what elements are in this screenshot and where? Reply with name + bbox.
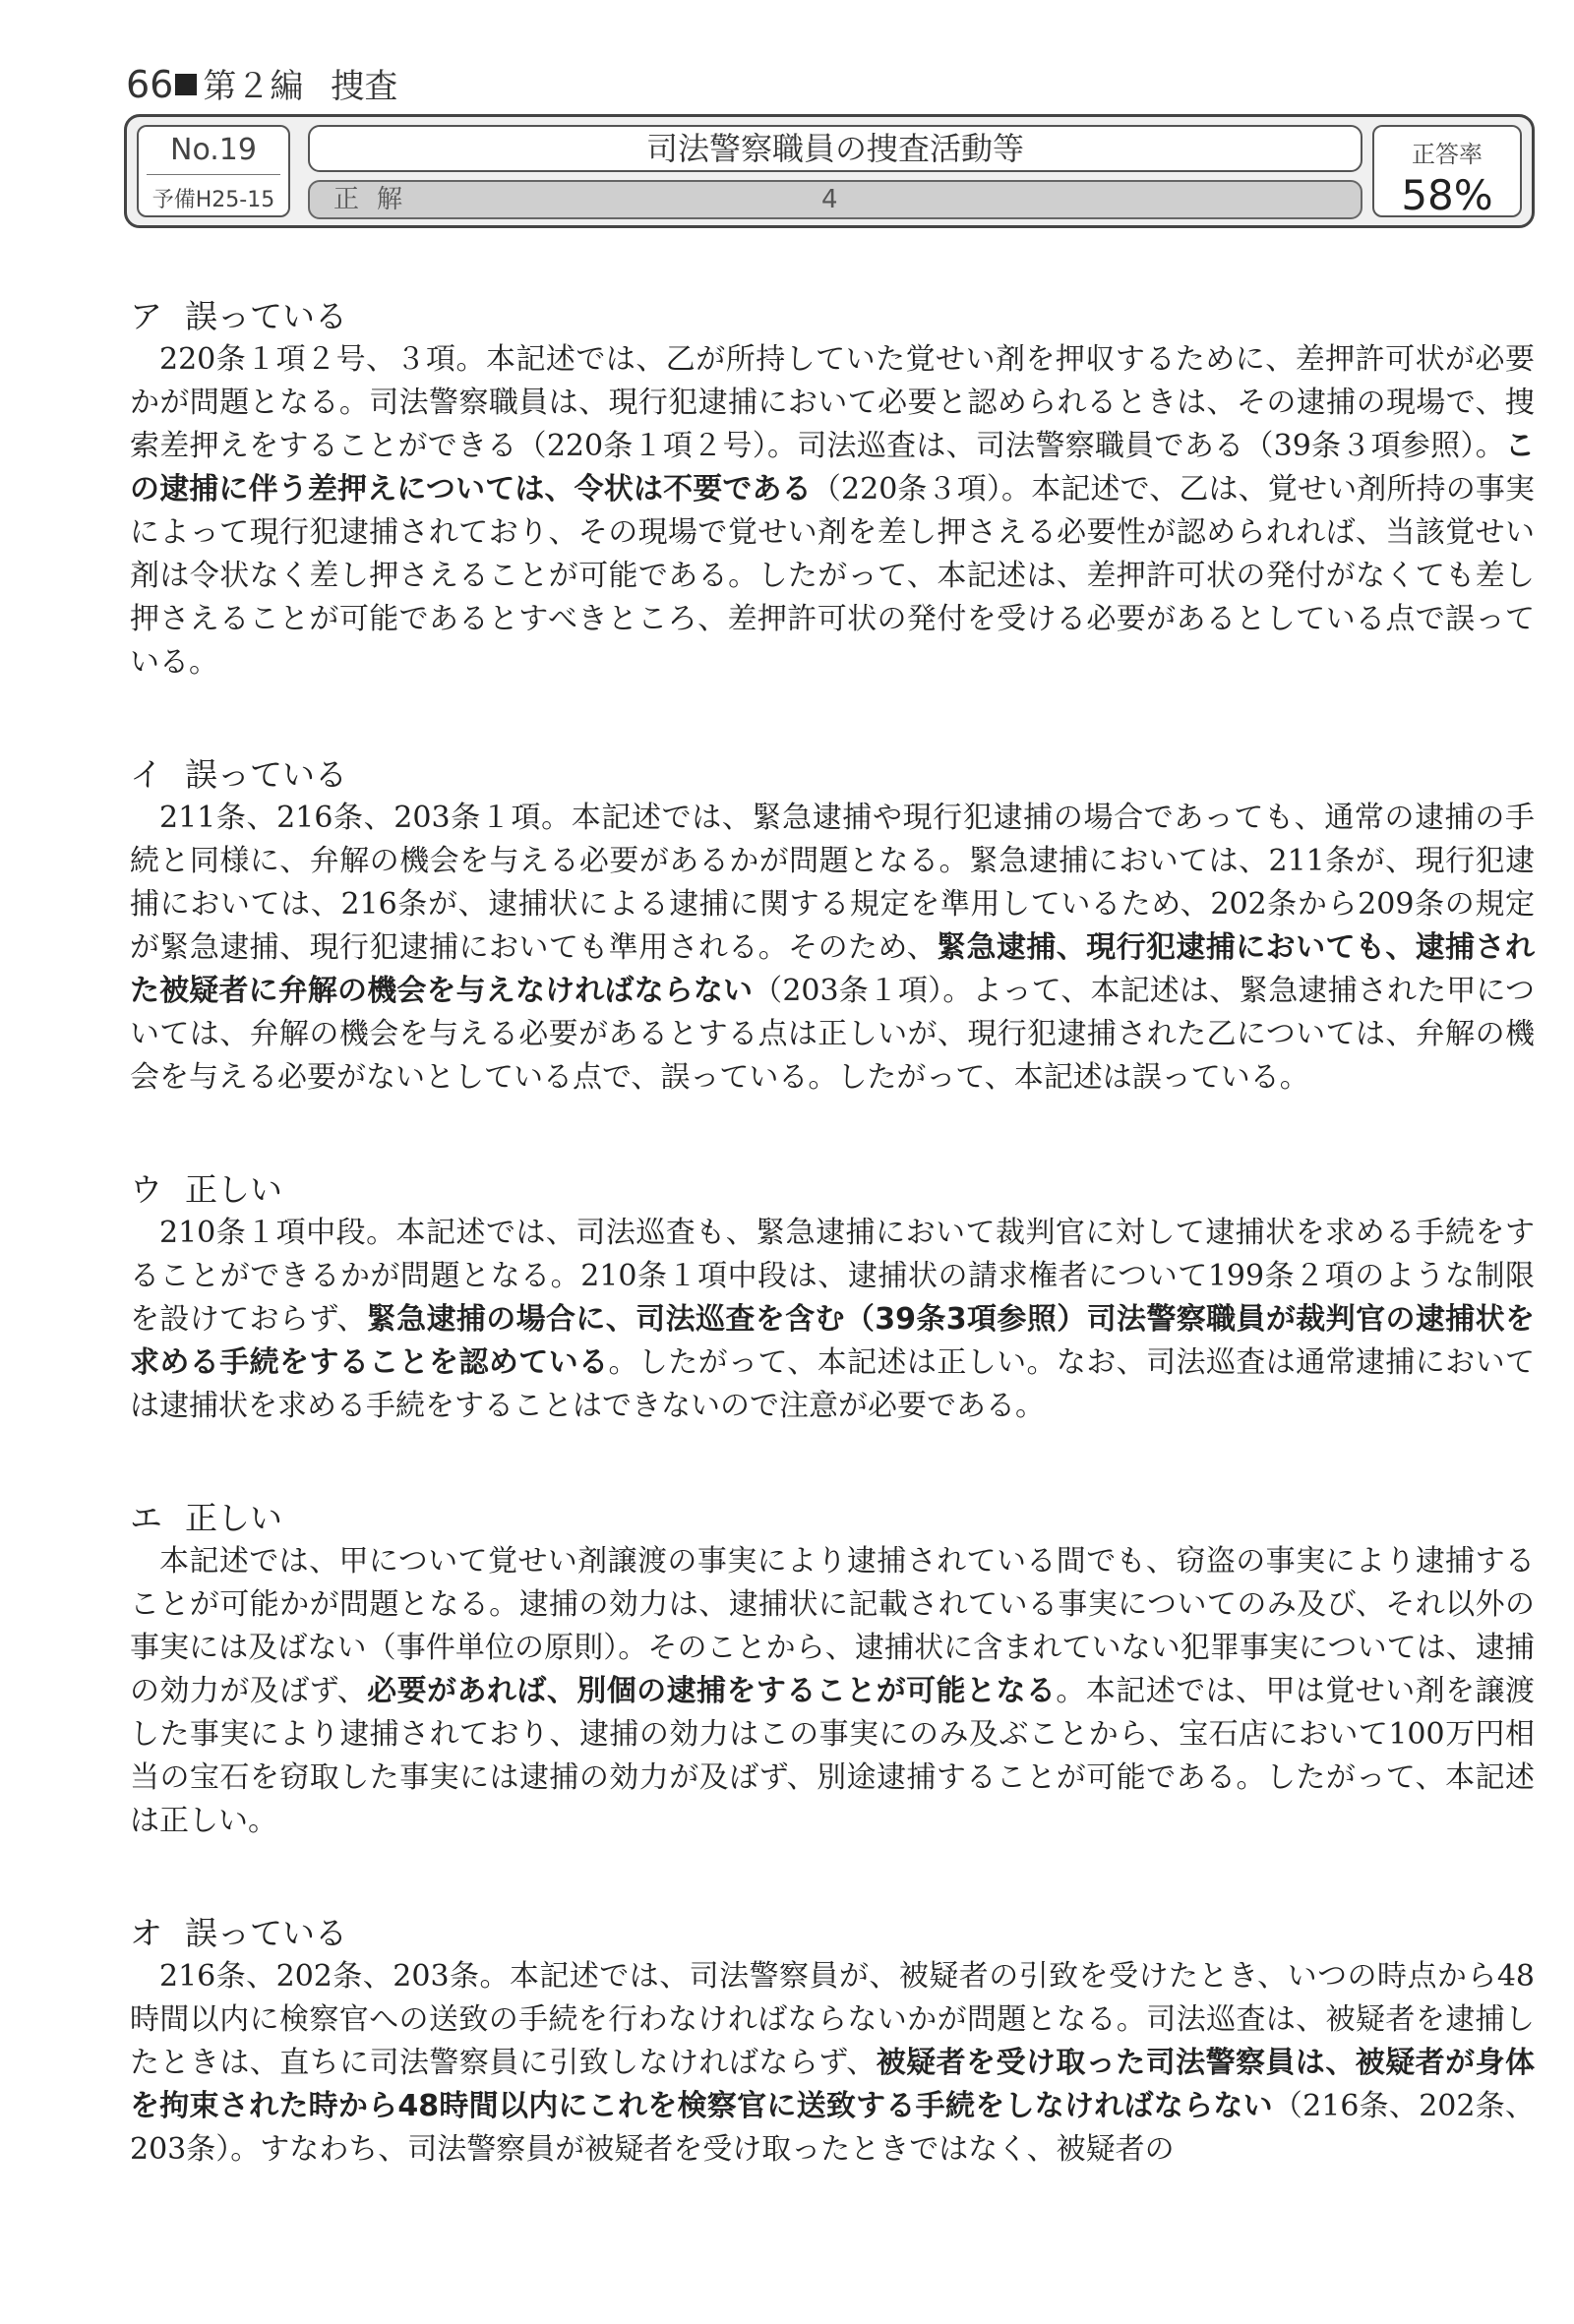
option-body	[130, 1212, 1535, 1428]
option-verdict: 正しい	[185, 1170, 282, 1209]
question-header	[124, 114, 1535, 228]
option-heading	[130, 1497, 1535, 1540]
section-label: 捜査	[331, 67, 398, 106]
option-verdict: 誤っている	[185, 1914, 347, 1952]
option-heading	[130, 753, 1535, 797]
option-letter: ア	[130, 297, 162, 335]
option-a	[130, 295, 1535, 685]
option-heading	[130, 1912, 1535, 1955]
correct-rate-label: 正答率	[1412, 141, 1483, 168]
answer-bar	[308, 180, 1362, 219]
option-letter: ウ	[130, 1170, 162, 1209]
running-head	[126, 59, 397, 107]
option-letter: オ	[130, 1914, 162, 1952]
option-text: 211条、216条、203条１項。本記述では、緊急逮捕や現行犯逮捕の場合であっても、通常の逮捕の手続と同様に、弁解の機会を与える必要があるかが問題となる。緊急逮捕においては、211条が、現行犯逮捕においては、216条が、逮捕状による逮捕に関する規定を準用しているため、202条から209条の規定が緊急逮捕、現行犯逮捕においても準用される。そのため、	[130, 801, 1535, 965]
explanations	[130, 295, 1535, 2240]
option-text: 本記述では、甲について覚せい剤譲渡の事実により逮捕されている間でも、窃盗の事実により逮捕することが可能かが問題となる。逮捕の効力は、逮捕状に記載されている事実についてのみ及び、それ以外の事実には及ばない（事件単位の原則）。そのことから、逮捕状に含まれていない犯罪事実については、逮捕の効力が及ばず、	[130, 1544, 1535, 1708]
option-text: 220条１項２号、３項。本記述では、乙が所持していた覚せい剤を押収するために、差押許可状が必要かが問題となる。司法警察職員は、現行犯逮捕において必要と認められるときは、その逮捕の現場で、捜索差押えをすることができる（220条１項２号）。司法巡査は、司法警察職員である（39条３項参照）。	[130, 342, 1535, 463]
square-marker-icon	[175, 74, 197, 95]
option-text: （216条、202条、203条）。すなわち、司法警察員が被疑者を受け取ったときではなく、被疑者の	[130, 2089, 1535, 2167]
option-body	[130, 1955, 1535, 2172]
answer-label: 正解	[333, 185, 421, 214]
option-u	[130, 1168, 1535, 1428]
option-heading	[130, 295, 1535, 338]
part-label: 第２編	[203, 67, 304, 106]
question-title: 司法警察職員の捜査活動等	[308, 125, 1362, 172]
answer-value: 4	[821, 185, 838, 214]
correct-rate-value: 58%	[1401, 171, 1493, 219]
option-body	[130, 797, 1535, 1100]
option-text: （203条１項）。よって、本記述は、緊急逮捕された甲については、弁解の機会を与える必要があるとする点は正しいが、現行犯逮捕された乙については、弁解の機会を与える必要がないとしている点で、誤っている。したがって、本記述は誤っている。	[130, 974, 1536, 1095]
option-text: 210条１項中段。本記述では、司法巡査も、緊急逮捕において裁判官に対して逮捕状を求める手続をすることができるかが問題となる。210条１項中段は、逮捕状の請求権者について199条２項のような制限を設けておらず、	[130, 1216, 1535, 1337]
option-key-point: この逮捕に伴う差押えについては、令状は不要である	[130, 429, 1535, 507]
question-id-box	[137, 125, 290, 217]
option-key-point: 緊急逮捕、現行犯逮捕においても、逮捕された被疑者に弁解の機会を与えなければならない	[130, 930, 1535, 1008]
question-id-divider	[147, 174, 280, 175]
page-number: 66	[126, 63, 174, 106]
option-body	[130, 1540, 1535, 1843]
option-heading	[130, 1168, 1535, 1212]
question-source: 予備H25-15	[151, 188, 275, 212]
option-body	[130, 338, 1535, 685]
option-verdict: 正しい	[185, 1499, 282, 1537]
option-text: 。本記述では、甲は覚せい剤を譲渡した事実により逮捕されており、逮捕の効力はこの事実にのみ及ぶことから、宝石店において100万円相当の宝石を窃取した事実には逮捕の効力が及ばず、別途逮捕することが可能である。したがって、本記述は正しい。	[130, 1674, 1536, 1838]
option-key-point: 被疑者を受け取った司法警察員は、被疑者が身体を拘束された時から48時間以内にこれを検察官に送致する手続をしなければならない	[130, 2046, 1535, 2123]
option-o	[130, 1912, 1535, 2172]
option-text: 216条、202条、203条。本記述では、司法警察員が、被疑者の引致を受けたとき、いつの時点から48時間以内に検察官への送致の手続を行わなければならないかが問題となる。司法巡査は、被疑者を逮捕したときは、直ちに司法警察員に引致しなければならず、	[130, 1959, 1535, 2080]
question-number: No.19	[170, 133, 257, 167]
option-key-point: 緊急逮捕の場合に、司法巡査を含む（39条3項参照）司法警察職員が裁判官の逮捕状を求める手続をすることを認めている	[130, 1302, 1536, 1380]
option-key-point: 必要があれば、別個の逮捕をすることが可能となる	[367, 1674, 1057, 1708]
option-i	[130, 753, 1535, 1100]
option-letter: エ	[130, 1499, 162, 1537]
option-verdict: 誤っている	[185, 297, 347, 335]
correct-rate-box	[1372, 125, 1522, 217]
option-text: （220条３項）。本記述で、乙は、覚せい剤所持の事実によって現行犯逮捕されており、その現場で覚せい剤を差し押さえる必要性が認められれば、当該覚せい剤は令状なく差し押さえることが可能である。したがって、本記述は、差押許可状の発付がなくても差し押さえることが可能であるとすべきところ、差押許可状の発付を受ける必要があるとしている点で誤っている。	[130, 472, 1535, 680]
option-e	[130, 1497, 1535, 1843]
option-verdict: 誤っている	[185, 755, 347, 794]
option-text: 。したがって、本記述は正しい。なお、司法巡査は通常逮捕においては逮捕状を求める手続をすることはできないので注意が必要である。	[130, 1345, 1535, 1423]
option-letter: イ	[130, 755, 162, 794]
